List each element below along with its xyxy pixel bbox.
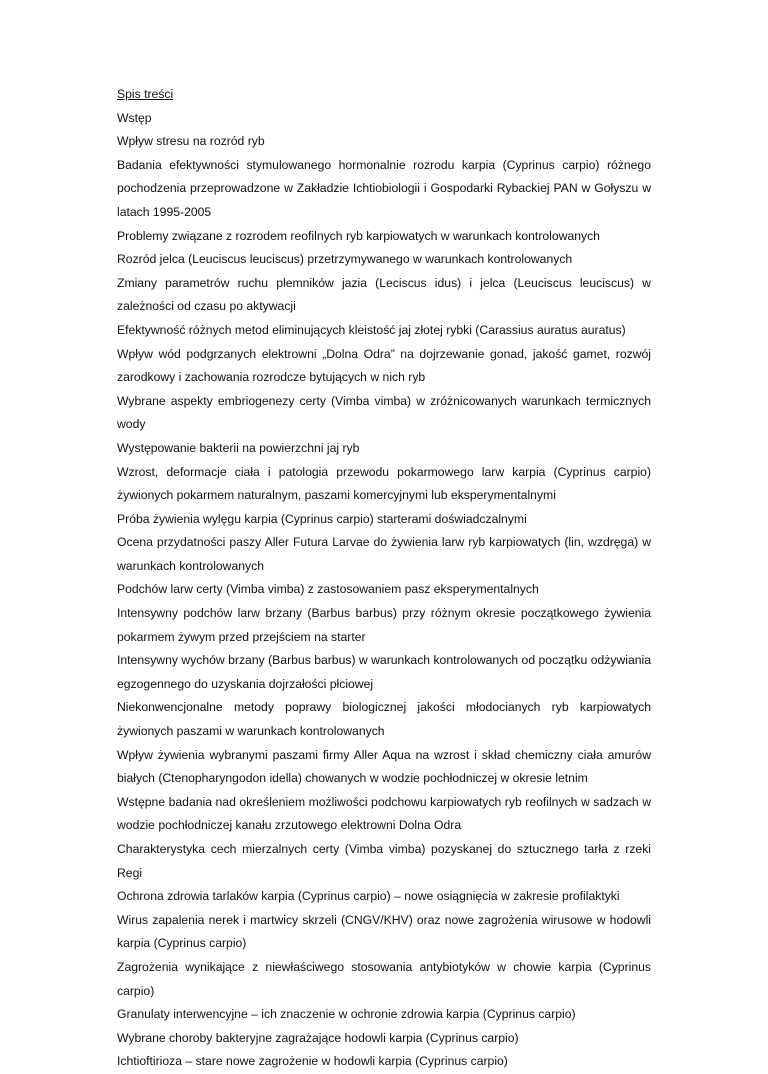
toc-entry: Ocena przydatności paszy Aller Futura Larvae do żywienia larw ryb karpiowatych (lin, wzdręga) w warunkach kontrolowanych (117, 535, 651, 573)
toc-entry: Wstęp (117, 110, 152, 125)
toc-entry: Wstępne badania nad określeniem możliwości podchowu karpiowatych ryb reofilnych w sadzach w wodzie pochłodniczej kanału zrzutowego elektrowni Dolna Odra (117, 794, 651, 833)
toc-entry: Rozród jelca (Leuciscus leuciscus) przetrzymywanego w warunkach kontrolowanych (117, 252, 573, 267)
toc-entry: Wpływ żywienia wybranymi paszami firmy Aller Aqua na wzrost i skład chemiczny ciała amurów białych (Ctenopharyngodon idella) chowanych w wodzie pochłodniczej w okresie letnim (117, 747, 651, 786)
toc-entry: Problemy związane z rozrodem reofilnych ryb karpiowatych w warunkach kontrolowanych (117, 228, 600, 243)
toc-entry: Wybrane aspekty embriogenezy certy (Vimba vimba) w zróżnicowanych warunkach termicznych wody (117, 393, 651, 432)
toc-entry: Wpływ stresu na rozród ryb (117, 134, 265, 149)
toc-entry: Intensywny podchów larw brzany (Barbus barbus) przy różnym okresie początkowego żywienia pokarmem żywym przed przejściem na starter (117, 606, 651, 644)
toc-entry: Wirus zapalenia nerek i martwicy skrzeli (CNGV/KHV) oraz nowe zagrożenia wirusowe w hodowli karpia (Cyprinus carpio) (117, 912, 651, 951)
toc-entry: Próba żywienia wylęgu karpia (Cyprinus carpio) starterami doświadczalnymi (117, 511, 527, 526)
toc-entry: Występowanie bakterii na powierzchni jaj ryb (117, 440, 360, 455)
toc-entry: Zagrożenia wynikające z niewłaściwego stosowania antybiotyków w chowie karpia (Cyprinus carpio) (117, 959, 651, 998)
toc-entry: Zmiany parametrów ruchu plemników jazia (Leciscus idus) i jelca (Leuciscus leuciscus) w zależności od czasu po aktywacji (117, 275, 651, 314)
toc-heading: Spis treści (117, 87, 174, 101)
toc-entry: Wpływ wód podgrzanych elektrowni „Dolna Odra” na dojrzewanie gonad, jakość gamet, rozwój zarodkowy i zachowania rozrodcze bytujących w nich ryb (117, 346, 651, 385)
toc-entry: Wybrane choroby bakteryjne zagrażające hodowli karpia (Cyprinus carpio) (117, 1030, 519, 1045)
toc-entry: Ochrona zdrowia tarlaków karpia (Cyprinus carpio) – nowe osiągnięcia w zakresie profilaktyki (117, 889, 620, 904)
toc-entry: Ichtioftirioza – stare nowe zagrożenie w hodowli karpia (Cyprinus carpio) (117, 1054, 508, 1069)
toc-entry: Wzrost, deformacje ciała i patologia przewodu pokarmowego larw karpia (Cyprinus carpio) żywionych pokarmem naturalnym, paszami komercyjnymi lub eksperymentalnymi (117, 464, 651, 503)
toc-entry: Efektywność różnych metod eliminujących kleistość jaj złotej rybki (Carassius auratus auratus) (117, 322, 626, 337)
toc-entry: Niekonwencjonalne metody poprawy biologicznej jakości młodocianych ryb karpiowatych żywionych paszami w warunkach kontrolowanych (117, 700, 651, 739)
toc-entry: Intensywny wychów brzany (Barbus barbus) w warunkach kontrolowanych od początku odżywiania egzogennego do uzyskania dojrzałości płciowej (117, 653, 651, 691)
toc-entry: Podchów larw certy (Vimba vimba) z zastosowaniem pasz eksperymentalnych (117, 582, 539, 597)
toc-entry: Granulaty interwencyjne – ich znaczenie w ochronie zdrowia karpia (Cyprinus carpio) (117, 1007, 576, 1022)
toc-entry: Badania efektywności stymulowanego hormonalnie rozrodu karpia (Cyprinus carpio) różnego pochodzenia przeprowadzone w Zakładzie Ichtiobiologii i Gospodarki Rybackiej PAN w Gołyszu w latach 1995-2005 (117, 157, 651, 219)
document-page (117, 83, 651, 1074)
toc-entry: Charakterystyka cech mierzalnych certy (Vimba vimba) pozyskanej do sztucznego tarła z rzeki Regi (117, 842, 651, 880)
